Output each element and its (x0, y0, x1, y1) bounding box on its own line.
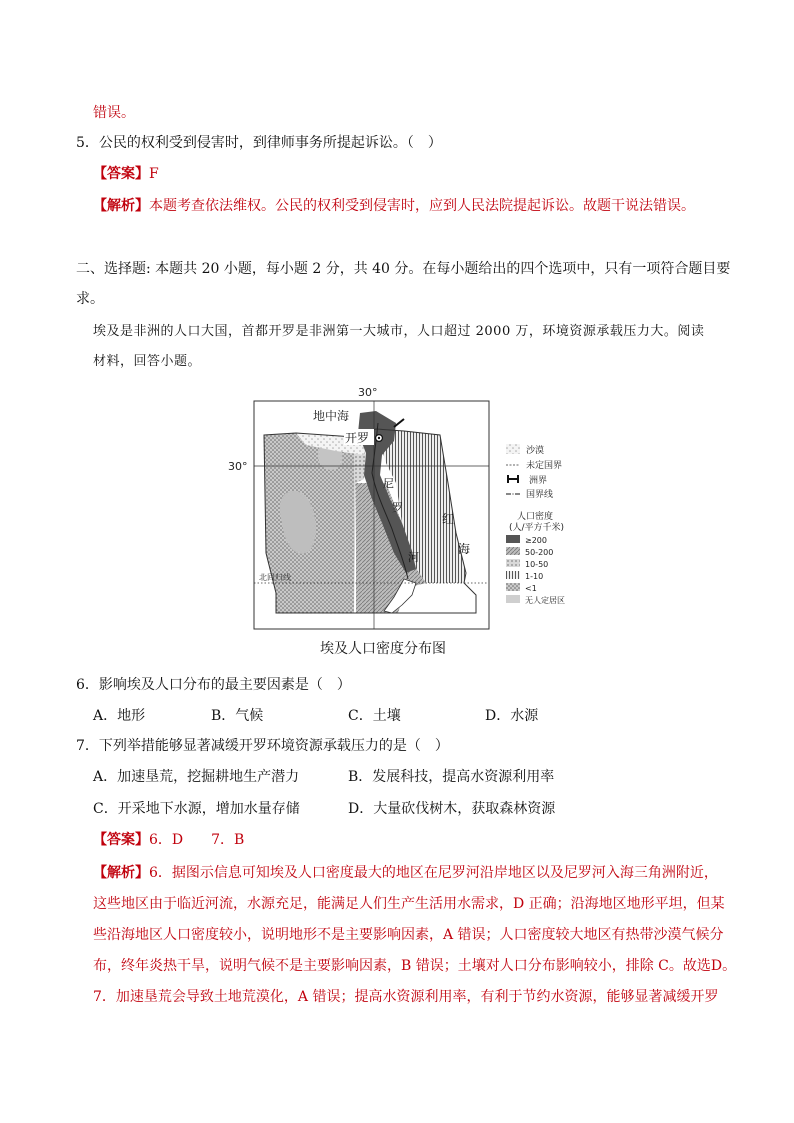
analysis-line2: 这些地区由于临近河流，水源充足，能满足人们生产生活用水需求，D 正确；沿海地区地形平坦，但某 (93, 896, 725, 912)
legend-desert: 沙漠 (526, 446, 545, 456)
question-7-option-a: A．加速垦荒，挖掘耕地生产潜力 (93, 769, 300, 785)
analysis-text: 本题考查依法维权。公民的权利受到侵害时，应到人民法院提起诉讼。故题干说法错误。 (149, 198, 695, 214)
analysis-text-1: 6．据图示信息可知埃及人口密度最大的地区在尼罗河沿岸地区以及尼罗河入海三角洲附近， (149, 865, 718, 881)
cairo-label: 开罗 (345, 431, 370, 445)
legend-class-4: 1-10 (525, 572, 544, 581)
section-heading-line2: 求。 (76, 291, 104, 307)
question-7-option-d: D．大量砍伐树木，获取森林资源 (348, 801, 556, 817)
material-line1: 埃及是非洲的人口大国，首都开罗是非洲第一大城市，人口超过 2000 万，环境资源承载压力大。阅读 (93, 324, 705, 339)
river-char-2: 罗 (392, 501, 403, 514)
previous-analysis-tail: 错误。 (93, 105, 135, 121)
map-legend (506, 444, 565, 605)
question-6-option-c: C．土壤 (348, 708, 401, 724)
red-sea-char-2: 海 (458, 542, 471, 556)
answer-label: 【答案】 (93, 832, 149, 848)
legend-class-1: ≥200 (525, 536, 547, 545)
legend-class-3: 10-50 (525, 560, 549, 569)
question-5-analysis (93, 196, 695, 216)
mediterranean-label: 地中海 (313, 409, 350, 423)
red-sea-char-1: 红 (442, 512, 455, 526)
question-6-option-a: A．地形 (93, 708, 146, 724)
section-heading-line1: 二、选择题: 本题共 20 小题，每小题 2 分，共 40 分。在每小题给出的四个选项中，只有一项符合题目要 (76, 261, 731, 277)
river-char-1: 尼 (383, 477, 394, 490)
egypt-population-density-map (226, 383, 592, 635)
legend-density-title: 人口密度 (517, 512, 554, 522)
answer-text: 6．D 7．B (149, 832, 245, 848)
legend-class-6: 无人定居区 (525, 596, 565, 605)
question-7-option-c: C．开采地下水源，增加水量存储 (93, 801, 300, 817)
question-5-stem: 5．公民的权利受到侵害时，到律师事务所提起诉讼。（ ） (76, 135, 442, 151)
question-6-stem: 6．影响埃及人口分布的最主要因素是（ ） (76, 677, 351, 693)
material-line2: 材料，回答小题。 (93, 354, 202, 369)
legend-class-2: 50-200 (525, 548, 554, 557)
analysis-line1 (93, 863, 718, 883)
legend-undefined-border: 未定国界 (526, 461, 563, 471)
tropic-label: 北回归线 (259, 573, 291, 582)
analysis-label: 【解析】 (93, 865, 149, 881)
question-6-option-d: D．水源 (485, 708, 539, 724)
analysis-label: 【解析】 (93, 198, 149, 214)
analysis-line4: 布，终年炎热干旱，说明气候不是主要影响因素，B 错误；土壤对人口分布影响较小，排除 C。故选D。 (93, 958, 737, 974)
legend-class-5: <1 (525, 584, 537, 593)
question-7-option-b: B．发展科技，提高水资源利用率 (348, 769, 555, 785)
latitude-label: 30° (228, 460, 248, 473)
legend-density-unit: (人/平方千米) (509, 523, 565, 533)
legend-continent-border: 洲界 (529, 476, 548, 486)
question-6-option-b: B．气候 (211, 708, 264, 724)
answer-label: 【答案】 (93, 166, 149, 182)
question-7-stem: 7．下列举措能够显著减缓开罗环境资源承载压力的是（ ） (76, 738, 449, 754)
analysis-line5: 7．加速垦荒会导致土地荒漠化，A 错误；提高水资源利用率，有利于节约水资源，能够显著减缓开罗 (93, 989, 719, 1005)
answer-value: F (149, 166, 159, 182)
legend-national-border: 国界线 (526, 490, 554, 500)
answer-line (93, 830, 244, 850)
longitude-label: 30° (358, 386, 378, 399)
question-5-answer (93, 164, 159, 184)
river-char-3: 河 (408, 551, 419, 564)
map-caption: 埃及人口密度分布图 (320, 641, 446, 657)
analysis-line3: 些沿海地区人口密度较小，说明地形不是主要影响因素，A 错误；人口密度较大地区有热带沙漠气候分 (93, 927, 724, 943)
